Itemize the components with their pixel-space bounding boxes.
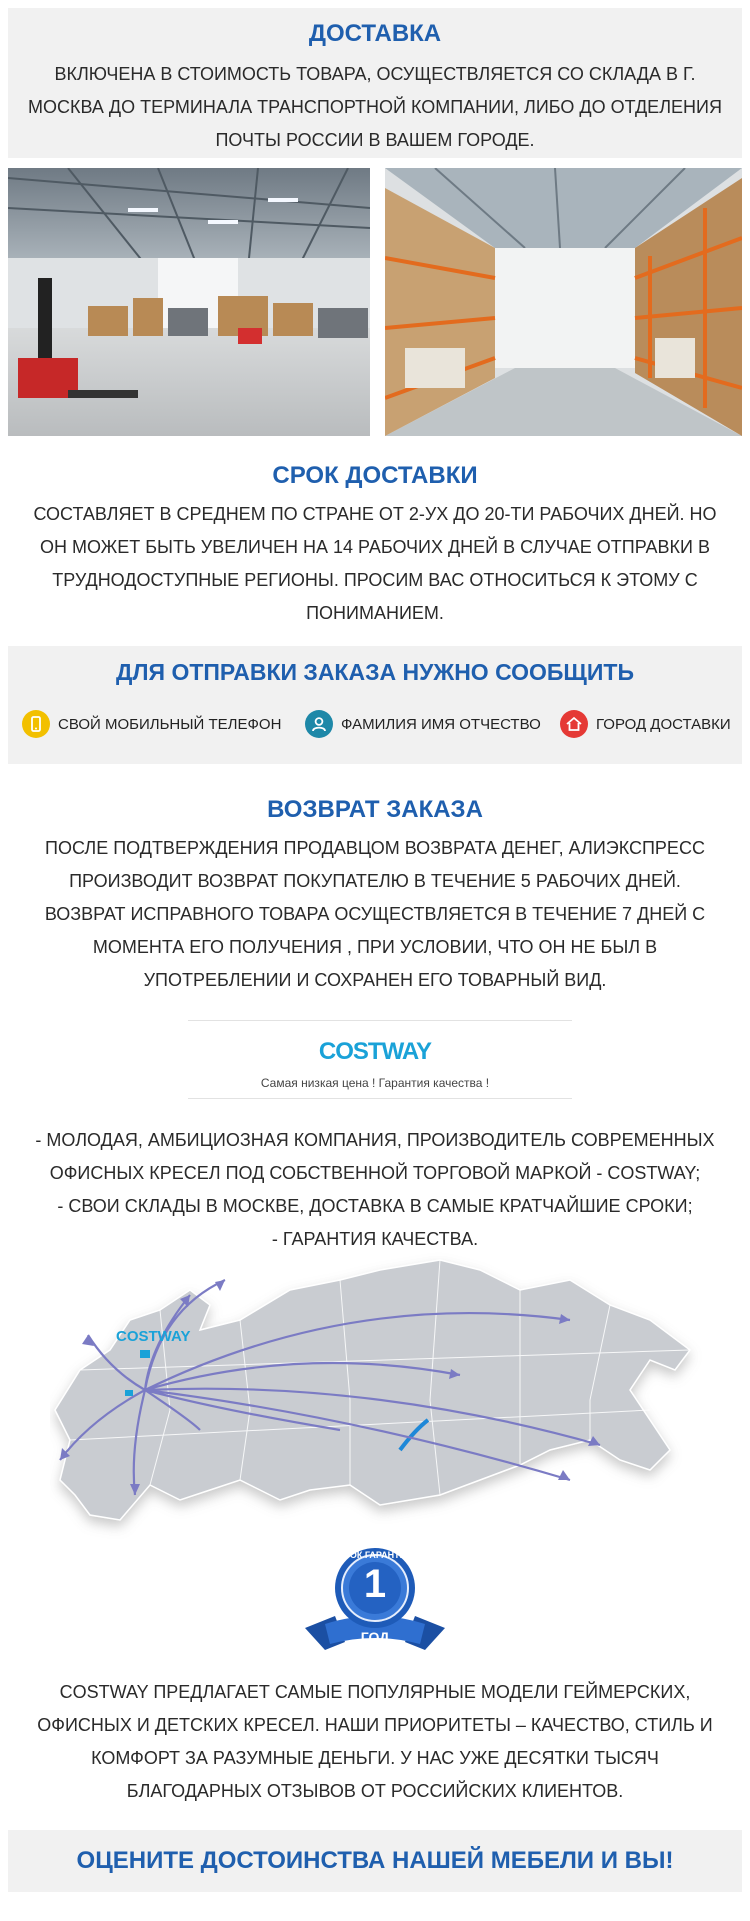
order-item-name xyxy=(305,710,541,738)
delivery-title: ДОСТАВКА xyxy=(308,20,442,47)
cta-title: ОЦЕНИТЕ ДОСТОИНСТВА НАШЕЙ МЕБЕЛИ И ВЫ! xyxy=(76,1847,674,1874)
costway-logo-text: COSTWAY xyxy=(318,1038,432,1065)
brand-line: - СВОИ СКЛАДЫ В МОСКВЕ, ДОСТАВКА В САМЫЕ КРАТЧАЙШИЕ СРОКИ; xyxy=(57,1196,693,1216)
costway-logo xyxy=(0,1038,750,1066)
brand-line: - ГАРАНТИЯ КАЧЕСТВА. xyxy=(271,1229,479,1249)
guarantee-badge xyxy=(300,1538,450,1670)
map-logo: COSTWAY xyxy=(116,1328,191,1345)
return-text xyxy=(0,832,750,997)
delivery-line: МОСКВА ДО ТЕРМИНАЛА ТРАНСПОРТНОЙ КОМПАНИИ, ЛИБО ДО ОТДЕЛЕНИЯ xyxy=(28,97,722,117)
term-line: ПОНИМАНИЕМ. xyxy=(306,603,444,623)
brand-text xyxy=(0,1124,750,1256)
order-info-title: ДЛЯ ОТПРАВКИ ЗАКАЗА НУЖНО СООБЩИТЬ xyxy=(116,659,634,685)
delivery-text xyxy=(0,58,750,157)
term-text xyxy=(0,498,750,630)
return-line: ВОЗВРАТ ИСПРАВНОГО ТОВАРА ОСУЩЕСТВЛЯЕТСЯ В ТЕЧЕНИЕ 7 ДНЕЙ С xyxy=(44,904,706,924)
order-item-label: ФАМИЛИЯ ИМЯ ОТЧЕСТВО xyxy=(341,715,541,733)
order-item-label: ГОРОД ДОСТАВКИ xyxy=(596,715,731,733)
term-line: ОН МОЖЕТ БЫТЬ УВЕЛИЧЕН НА 14 РАБОЧИХ ДНЕЙ В СЛУЧАЕ ОТПРАВКИ В xyxy=(40,537,710,557)
guarantee-number: 1 xyxy=(363,1562,387,1606)
closing-line: КОМФОРТ ЗА РАЗУМНЫЕ ДЕНЬГИ. У НАС УЖЕ ДЕСЯТКИ ТЫСЯЧ xyxy=(91,1748,659,1768)
delivery-line: ПОЧТЫ РОССИИ В ВАШЕМ ГОРОДЕ. xyxy=(215,130,535,150)
brand-line: ОФИСНЫХ КРЕСЕЛ ПОД СОБСТВЕННОЙ ТОРГОВОЙ МАРКОЙ - COSTWAY; xyxy=(49,1163,701,1183)
term-title: СРОК ДОСТАВКИ xyxy=(272,462,478,489)
guarantee-ribbon-text: СРОК ГАРАНТИИ xyxy=(337,1550,413,1560)
guarantee-unit: ГОД xyxy=(360,1629,390,1645)
russia-map xyxy=(50,1250,730,1550)
closing-text xyxy=(0,1676,750,1808)
divider xyxy=(188,1098,572,1099)
warehouse-photo-left xyxy=(8,168,370,436)
order-item-city xyxy=(560,710,731,738)
return-line: МОМЕНТА ЕГО ПОЛУЧЕНИЯ , ПРИ УСЛОВИИ, ЧТО ОН НЕ БЫЛ В xyxy=(92,937,658,957)
return-line: УПОТРЕБЛЕНИИ И СОХРАНЕН ЕГО ТОВАРНЫЙ ВИД. xyxy=(143,970,607,990)
return-line: ПРОИЗВОДИТ ВОЗВРАТ ПОКУПАТЕЛЮ В ТЕЧЕНИЕ 5 РАБОЧИХ ДНЕЙ. xyxy=(69,871,681,891)
person-icon xyxy=(305,710,333,738)
term-line: ТРУДНОДОСТУПНЫЕ РЕГИОНЫ. ПРОСИМ ВАС ОТНОСИТЬСЯ К ЭТОМУ С xyxy=(52,570,698,590)
closing-line: БЛАГОДАРНЫХ ОТЗЫВОВ ОТ РОССИЙСКИХ КЛИЕНТОВ. xyxy=(126,1781,624,1801)
warehouse-photo-right xyxy=(385,168,742,436)
home-icon xyxy=(560,710,588,738)
order-item-label: СВОЙ МОБИЛЬНЫЙ ТЕЛЕФОН xyxy=(58,715,282,733)
closing-line: COSTWAY ПРЕДЛАГАЕТ САМЫЕ ПОПУЛЯРНЫЕ МОДЕЛИ ГЕЙМЕРСКИХ, xyxy=(59,1682,691,1702)
phone-icon xyxy=(22,710,50,738)
delivery-line: ВКЛЮЧЕНА В СТОИМОСТЬ ТОВАРА, ОСУЩЕСТВЛЯЕТСЯ СО СКЛАДА В Г. xyxy=(54,64,696,84)
brand-line: - МОЛОДАЯ, АМБИЦИОЗНАЯ КОМПАНИЯ, ПРОИЗВОДИТЕЛЬ СОВРЕМЕННЫХ xyxy=(35,1130,715,1150)
order-item-phone xyxy=(22,710,281,738)
term-line: СОСТАВЛЯЕТ В СРЕДНЕМ ПО СТРАНЕ ОТ 2-УХ ДО 20-ТИ РАБОЧИХ ДНЕЙ. НО xyxy=(33,504,717,524)
brand-tagline: Самая низкая цена ! Гарантия качества ! xyxy=(260,1076,490,1090)
return-line: ПОСЛЕ ПОДТВЕРЖДЕНИЯ ПРОДАВЦОМ ВОЗВРАТА ДЕНЕГ, АЛИЭКСПРЕСС xyxy=(45,838,705,858)
closing-line: ОФИСНЫХ И ДЕТСКИХ КРЕСЕЛ. НАШИ ПРИОРИТЕТЫ – КАЧЕСТВО, СТИЛЬ И xyxy=(37,1715,713,1735)
return-title: ВОЗВРАТ ЗАКАЗА xyxy=(267,796,483,823)
divider xyxy=(188,1020,572,1021)
